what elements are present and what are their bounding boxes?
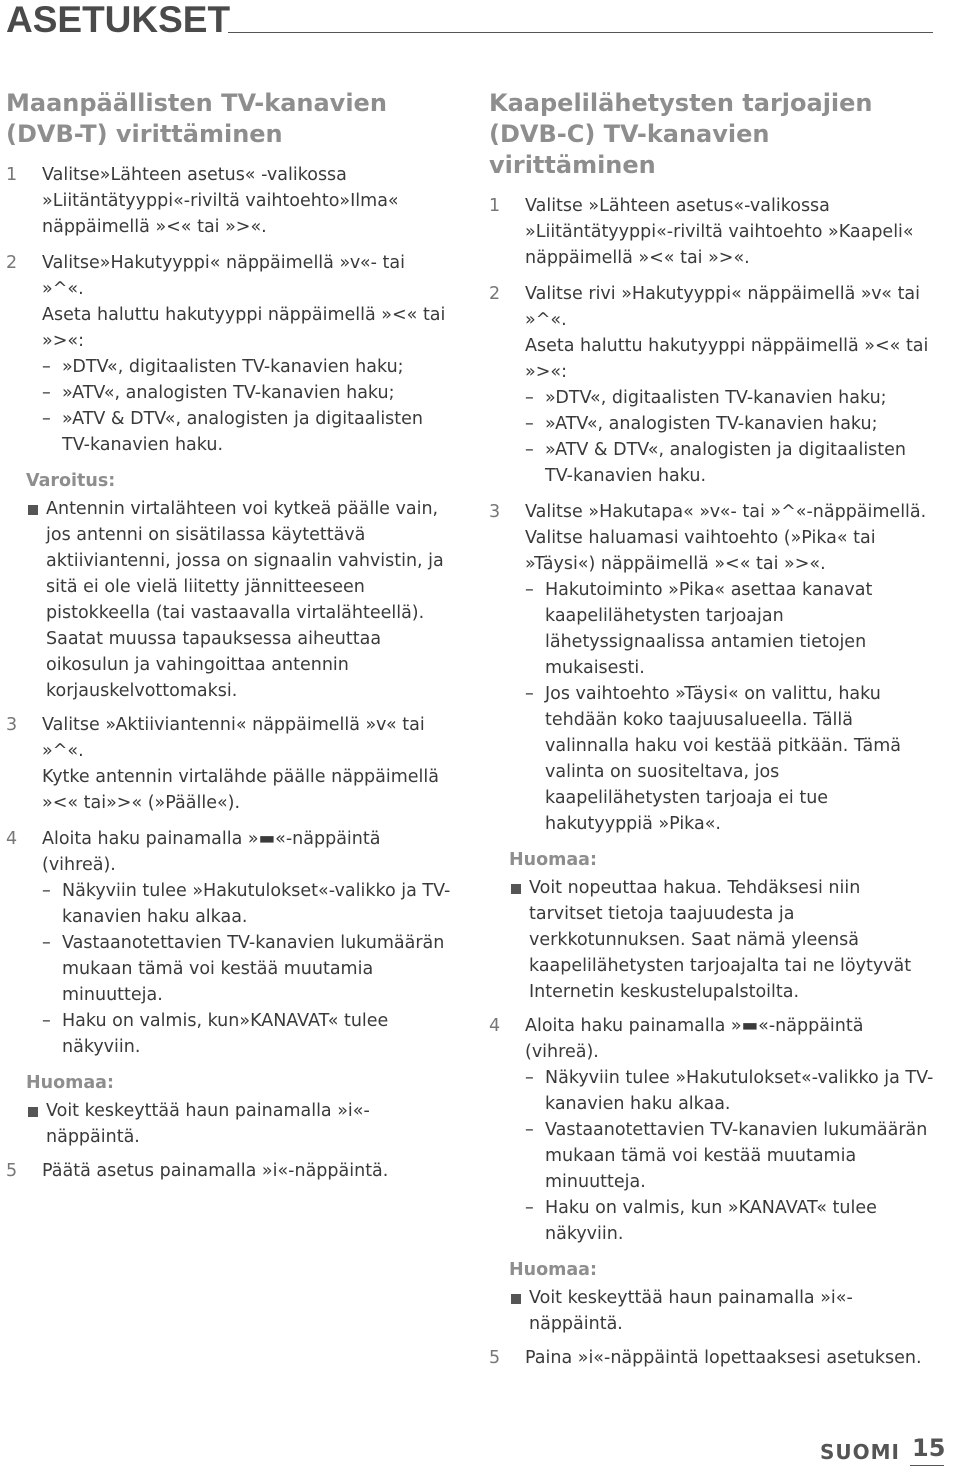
step-number: 5 bbox=[489, 1348, 501, 1368]
step-number: 4 bbox=[489, 1016, 501, 1036]
note-text: Voit keskeyttää haun painamalla »i«-näppäintä. bbox=[46, 1101, 370, 1147]
warning-text: Antennin virtalähteen voi kytkeä päälle vain, jos antenni on sisätilassa käytettävä aktiiviantenni, jossa on signaalin vahvistin, ja sitä ei ole vielä liitetty jännitteeseen pistokkeella (tai vastaavalla virtalähteellä). Saatat muussa tapauksessa aiheuttaa oikosulun ja vahingoittaa antennin korjauskelvottomaksi. bbox=[46, 499, 444, 701]
right-step-2 bbox=[489, 281, 935, 489]
step-text: Valitse rivi »Hakutyyppi« näppäimellä »v« tai »^«. bbox=[525, 284, 921, 330]
list-item: – Haku on valmis, kun »KANAVAT« tulee näkyviin. bbox=[525, 1198, 877, 1244]
list-item: – »ATV«, analogisten TV-kanavien haku; bbox=[42, 383, 395, 403]
list-item: – »DTV«, digitaalisten TV-kanavien haku; bbox=[42, 357, 404, 377]
list-item: – Näkyviin tulee »Hakutulokset«-valikko ja TV-kanavien haku alkaa. bbox=[525, 1068, 934, 1114]
list-item: – »DTV«, digitaalisten TV-kanavien haku; bbox=[525, 388, 887, 408]
warning-heading: Varoitus: bbox=[26, 471, 116, 491]
right-step-5 bbox=[489, 1345, 935, 1371]
step-text: Valitse »Lähteen asetus«-valikossa »Liitäntätyyppi«-riviltä vaihtoehto »Kaapeli« näppäimellä »<« tai »>«. bbox=[525, 196, 914, 268]
note-bullet bbox=[6, 1098, 451, 1150]
step-number: 5 bbox=[6, 1161, 18, 1181]
right-step-1 bbox=[489, 193, 935, 271]
square-bullet-icon bbox=[28, 1107, 38, 1117]
title-rule bbox=[228, 32, 933, 33]
footer-rule bbox=[910, 1465, 944, 1466]
step-number: 1 bbox=[489, 196, 501, 216]
step-number: 3 bbox=[6, 715, 18, 735]
list-item: – Hakutoiminto »Pika« asettaa kanavat kaapelilähetysten tarjoajan lähetyssignaalissa antamien tietojen mukaisesti. bbox=[525, 580, 873, 678]
note-heading: Huomaa: bbox=[509, 1260, 597, 1280]
step-text-2: Aseta haluttu hakutyyppi näppäimellä »<« tai »>«: bbox=[525, 336, 929, 382]
right-heading: Kaapelilähetysten tarjoajien (DVB-C) TV-kanavien virittäminen bbox=[489, 89, 873, 179]
list-item: – »ATV & DTV«, analogisten ja digitaalisten TV-kanavien haku. bbox=[525, 440, 907, 486]
step-number: 4 bbox=[6, 829, 18, 849]
left-step-3 bbox=[6, 712, 451, 816]
step-text: Valitse »Hakutapa« »v«- tai »^«-näppäimellä. Valitse haluamasi vaihtoehto (»Pika« tai »Täysi«) näppäimellä »<« tai »>«. bbox=[525, 502, 927, 574]
footer-page-number: 15 bbox=[912, 1434, 946, 1462]
left-column bbox=[6, 88, 451, 1194]
note-bullet bbox=[489, 1285, 935, 1337]
note-text: Voit nopeuttaa hakua. Tehdäksesi niin tarvitset tietoja taajuudesta ja verkkotunnuksen. Saat nämä yleensä kaapelilähetysten tarjoajalta tai ne löytyvät Internetin keskustelupalstoilta. bbox=[529, 878, 912, 1002]
list-item: – Näkyviin tulee »Hakutulokset«-valikko ja TV-kanavien haku alkaa. bbox=[42, 881, 451, 927]
step-text: Valitse »Aktiiviantenni« näppäimellä »v« tai »^«. bbox=[42, 715, 425, 761]
left-step-1 bbox=[6, 162, 451, 240]
step-number: 1 bbox=[6, 165, 18, 185]
step-number: 3 bbox=[489, 502, 501, 522]
note-text: Voit keskeyttää haun painamalla »i«-näppäintä. bbox=[529, 1288, 853, 1334]
step-text: Päätä asetus painamalla »i«-näppäintä. bbox=[42, 1161, 389, 1181]
page-title: ASETUKSET bbox=[6, 0, 231, 40]
list-item: – Vastaanotettavien TV-kanavien lukumäärän mukaan tämä voi kestää muutamia minuutteja. bbox=[525, 1120, 928, 1192]
square-bullet-icon bbox=[511, 884, 521, 894]
footer-language: SUOMI bbox=[820, 1440, 900, 1464]
note-bullet bbox=[489, 875, 935, 1005]
list-item: – Vastaanotettavien TV-kanavien lukumäärän mukaan tämä voi kestää muutamia minuutteja. bbox=[42, 933, 445, 1005]
step-text: Aloita haku painamalla »▬«-näppäintä (vihreä). bbox=[42, 829, 381, 875]
right-column bbox=[489, 88, 935, 1381]
step-text: Aloita haku painamalla »▬«-näppäintä (vihreä). bbox=[525, 1016, 864, 1062]
warning-bullet bbox=[6, 496, 451, 704]
step-text: Paina »i«-näppäintä lopettaaksesi asetuksen. bbox=[525, 1348, 922, 1368]
list-item: – »ATV & DTV«, analogisten ja digitaalisten TV-kanavien haku. bbox=[42, 409, 424, 455]
left-heading: Maanpäällisten TV-kanavien (DVB-T) virittäminen bbox=[6, 89, 387, 148]
step-text-2: Aseta haluttu hakutyyppi näppäimellä »<« tai »>«: bbox=[42, 305, 446, 351]
list-item: – Jos vaihtoehto »Täysi« on valittu, haku tehdään koko taajuusalueella. Tällä valinnalla haku voi kestää pitkään. Tämä valinta on suositeltava, jos kaapelilähetysten tarjoaja ei tue hakutyyppiä »Pika«. bbox=[525, 684, 902, 834]
note-heading: Huomaa: bbox=[26, 1073, 114, 1093]
left-step-4 bbox=[6, 826, 451, 1060]
list-item: – »ATV«, analogisten TV-kanavien haku; bbox=[525, 414, 878, 434]
right-step-3 bbox=[489, 499, 935, 837]
list-item: – Haku on valmis, kun»KANAVAT« tulee näkyviin. bbox=[42, 1011, 389, 1057]
step-text-2: Kytke antennin virtalähde päälle näppäimellä »<« tai»>« (»Päälle«). bbox=[42, 767, 440, 813]
step-number: 2 bbox=[6, 253, 18, 273]
square-bullet-icon bbox=[28, 505, 38, 515]
step-number: 2 bbox=[489, 284, 501, 304]
square-bullet-icon bbox=[511, 1294, 521, 1304]
note-heading: Huomaa: bbox=[509, 850, 597, 870]
right-step-4 bbox=[489, 1013, 935, 1247]
left-step-5 bbox=[6, 1158, 451, 1184]
left-step-2 bbox=[6, 250, 451, 458]
step-text: Valitse»Hakutyyppi« näppäimellä »v«- tai »^«. bbox=[42, 253, 405, 299]
step-text: Valitse»Lähteen asetus« -valikossa »Liitäntätyyppi«-riviltä vaihtoehto»Ilma« näppäimellä »<« tai »>«. bbox=[42, 165, 399, 237]
